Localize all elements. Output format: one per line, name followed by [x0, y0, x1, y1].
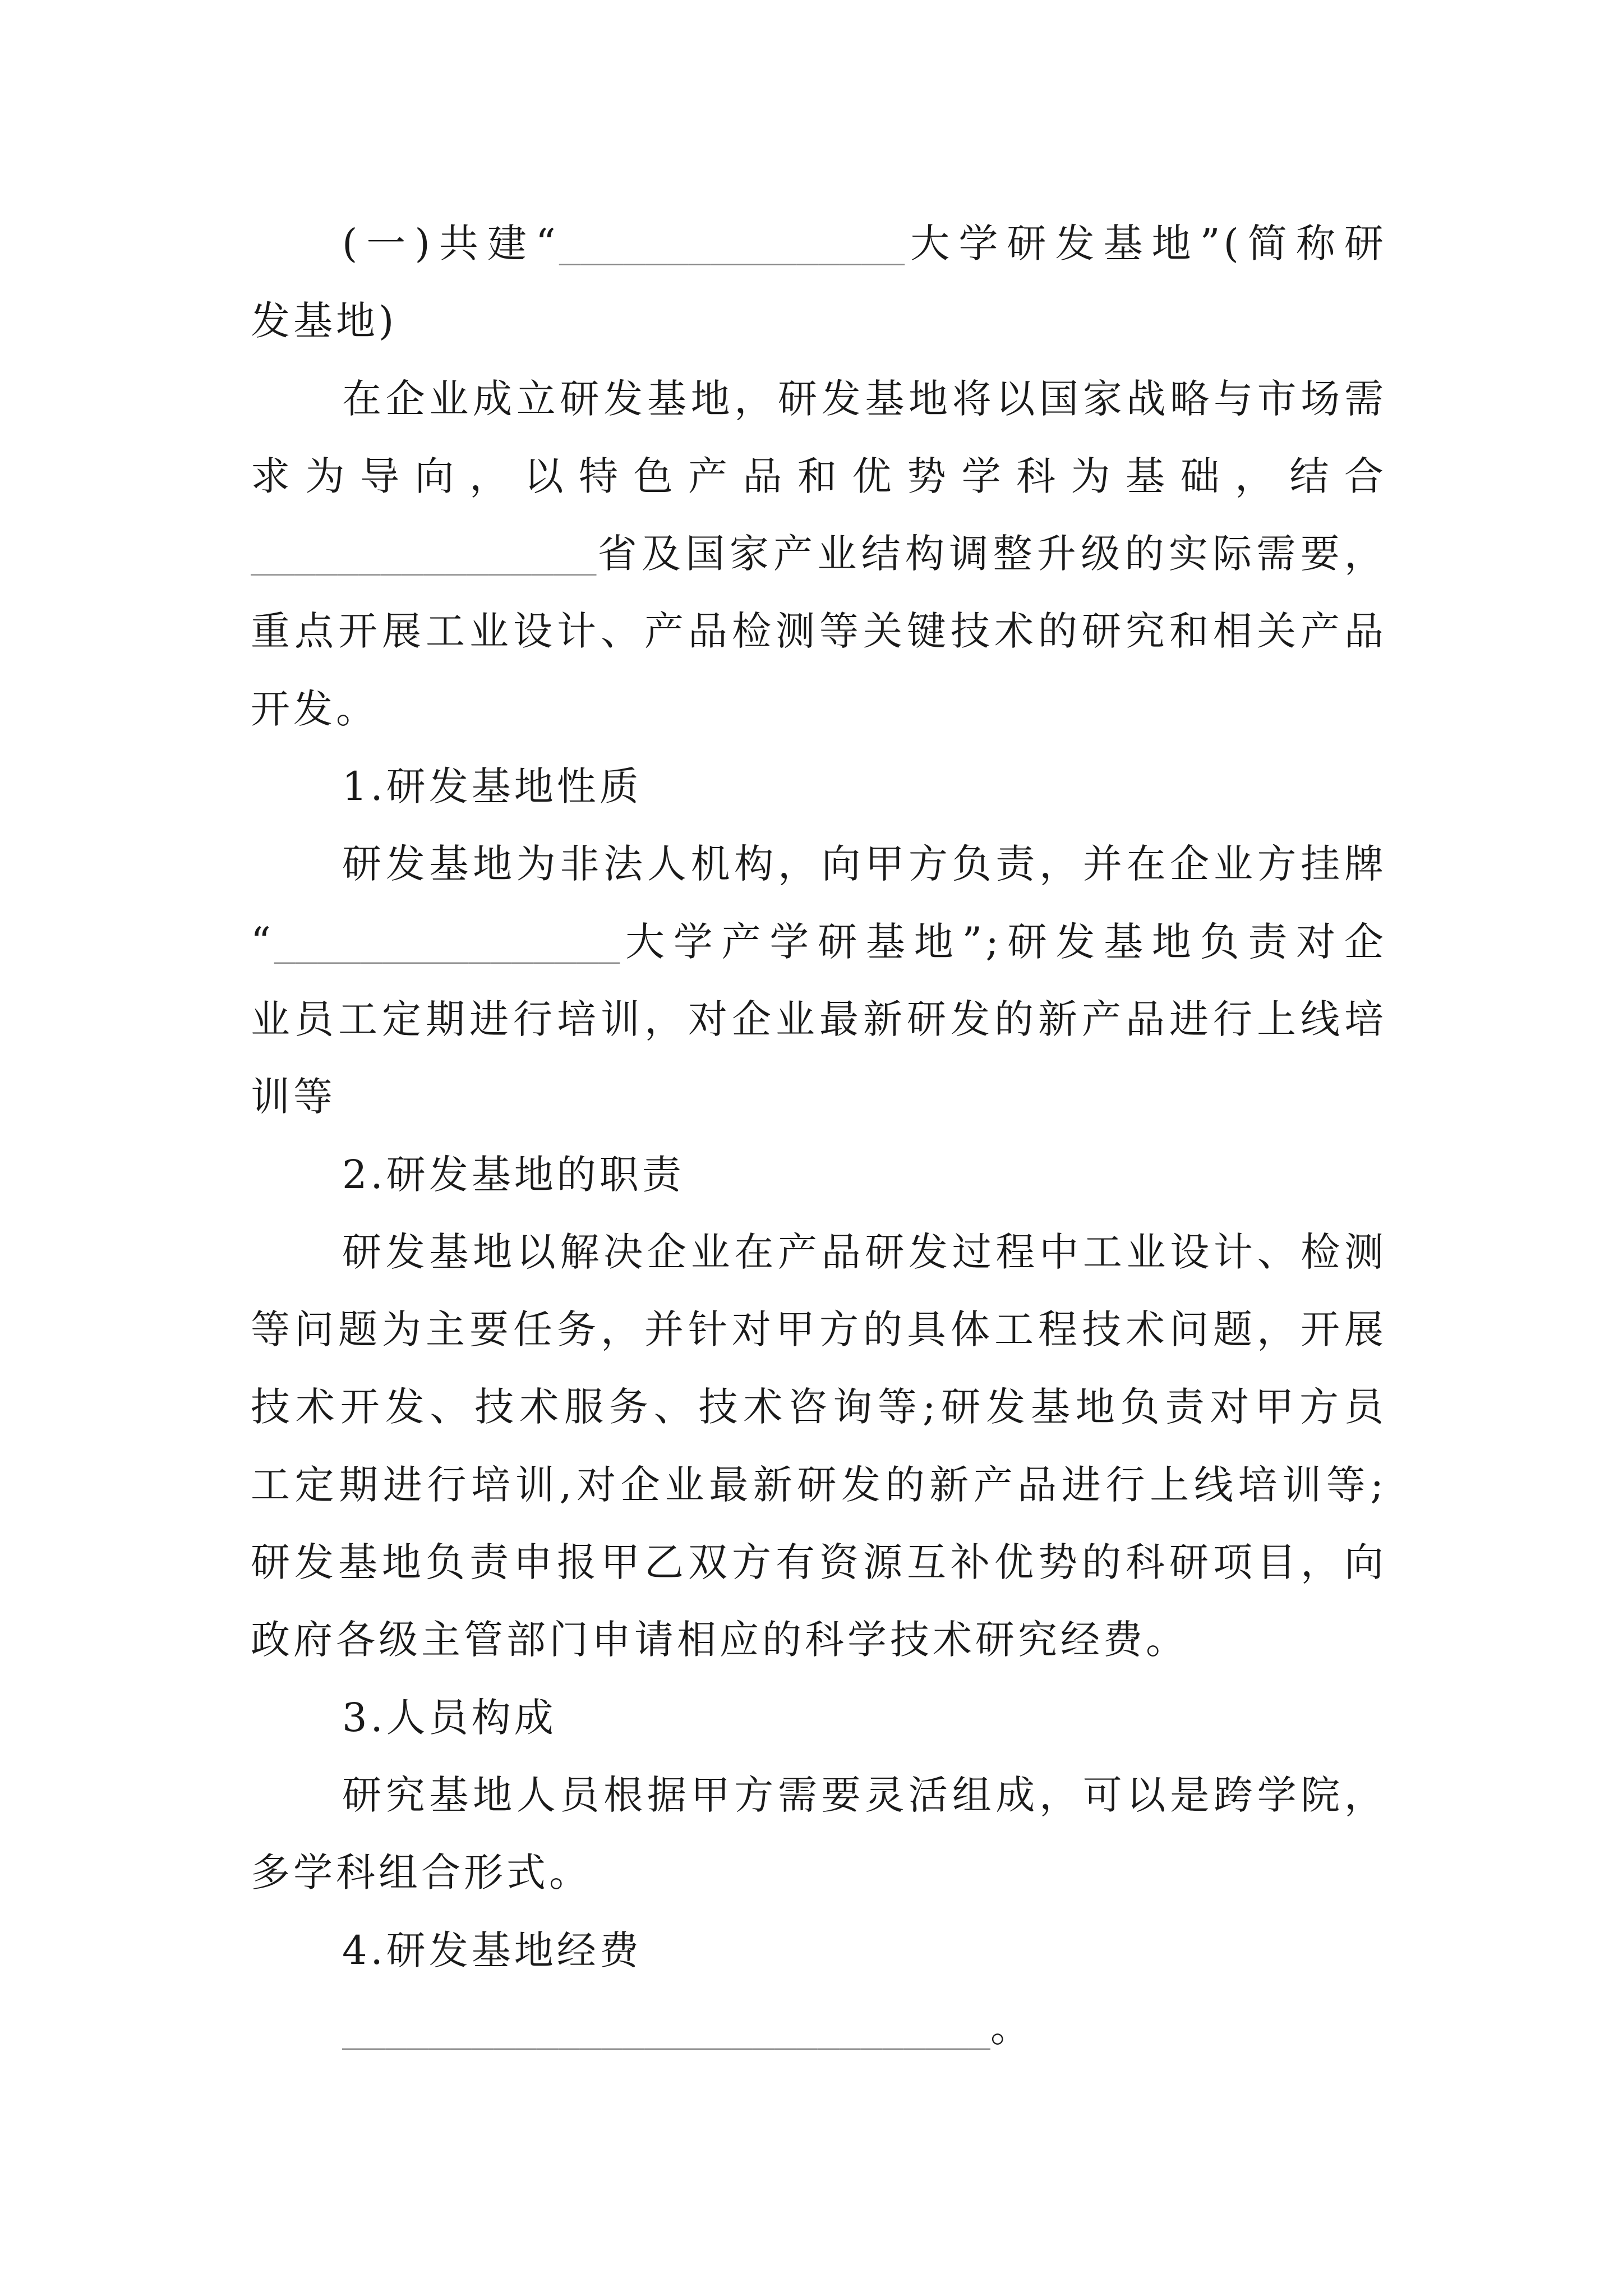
paragraph-line — [251, 592, 1387, 670]
paragraph-line — [251, 1524, 1387, 1601]
paragraph-text: 。 — [990, 2004, 1033, 2051]
paragraph-line — [251, 515, 1387, 592]
title-text: 大学研发基地”(简称研 — [905, 220, 1387, 266]
paragraph-text: 省及国家产业结构调整升级的实际需要， — [596, 531, 1387, 577]
paragraph-text: 大学产学研基地”;研发基地负责对企 — [620, 918, 1387, 965]
paragraph-text: 政府各级主管部门申请相应的科学技术研究经费。 — [251, 1617, 1188, 1663]
paragraph-text: 工定期进行培训,对企业最新研发的新产品进行上线培训等; — [251, 1461, 1387, 1508]
paragraph-line — [251, 981, 1387, 1058]
item-staffing — [251, 1679, 1387, 1912]
paragraph-text: 技术开发、技术服务、技术咨询等;研发基地负责对甲方员 — [251, 1384, 1387, 1430]
paragraph-text: 研发基地以解决企业在产品研发过程中工业设计、检测 — [342, 1228, 1387, 1275]
fill-in-blank: ________________ — [274, 922, 620, 964]
paragraph-line — [251, 1756, 1387, 1834]
intro-paragraph — [251, 360, 1387, 748]
paragraph-line — [251, 1446, 1387, 1524]
paragraph-text: “ — [251, 918, 274, 965]
title-text: (一)共建“ — [342, 220, 559, 266]
item-heading: 2.研发基地的职责 — [342, 1151, 685, 1198]
document-body — [251, 205, 1387, 2067]
paragraph-line — [251, 1213, 1387, 1291]
item-funding — [251, 1912, 1387, 2067]
paragraph-line — [251, 825, 1387, 903]
item-heading: 4.研发基地经费 — [342, 1927, 642, 1973]
paragraph-line — [251, 670, 1387, 748]
paragraph-text: 开发。 — [251, 685, 379, 732]
paragraph-line — [251, 438, 1387, 515]
paragraph-text: 多学科组合形式。 — [251, 1849, 592, 1896]
paragraph-line — [251, 1291, 1387, 1368]
fill-in-blank: ________________ — [251, 535, 597, 577]
paragraph-line — [251, 1058, 1387, 1135]
item-duties — [251, 1136, 1387, 1679]
paragraph-line — [251, 1368, 1387, 1446]
fill-in-blank: ______________________________ — [342, 2008, 990, 2050]
paragraph-text: 研究基地人员根据甲方需要灵活组成，可以是跨学院， — [342, 1772, 1387, 1818]
paragraph-text: 研发基地为非法人机构，向甲方负责，并在企业方挂牌 — [342, 841, 1387, 887]
paragraph-text: 训等 — [251, 1074, 336, 1120]
item-heading: 3.人员构成 — [342, 1694, 557, 1741]
paragraph-line — [251, 903, 1387, 981]
paragraph-line — [251, 1601, 1387, 1678]
item-nature — [251, 748, 1387, 1135]
paragraph-line — [251, 360, 1387, 438]
paragraph-line — [251, 1834, 1387, 1911]
paragraph-text: 研发基地负责申报甲乙双方有资源互补优势的科研项目，向 — [251, 1539, 1387, 1586]
paragraph-text: 业员工定期进行培训，对企业最新研发的新产品进行上线培 — [251, 996, 1387, 1042]
fill-in-blank: ________________ — [559, 224, 905, 266]
paragraph-text: 求为导向，以特色产品和优势学科为基础，结合 — [251, 453, 1387, 499]
paragraph-line — [251, 1989, 1387, 2067]
section-title-line — [251, 205, 1387, 282]
section-title — [251, 205, 1387, 360]
title-text: 发基地) — [251, 298, 398, 344]
paragraph-text: 重点开展工业设计、产品检测等关键技术的研究和相关产品 — [251, 608, 1387, 655]
section-title-line — [251, 282, 1387, 360]
paragraph-text: 在企业成立研发基地，研发基地将以国家战略与市场需 — [342, 375, 1387, 422]
paragraph-text: 等问题为主要任务，并针对甲方的具体工程技术问题，开展 — [251, 1306, 1387, 1353]
item-heading: 1.研发基地性质 — [342, 763, 642, 810]
